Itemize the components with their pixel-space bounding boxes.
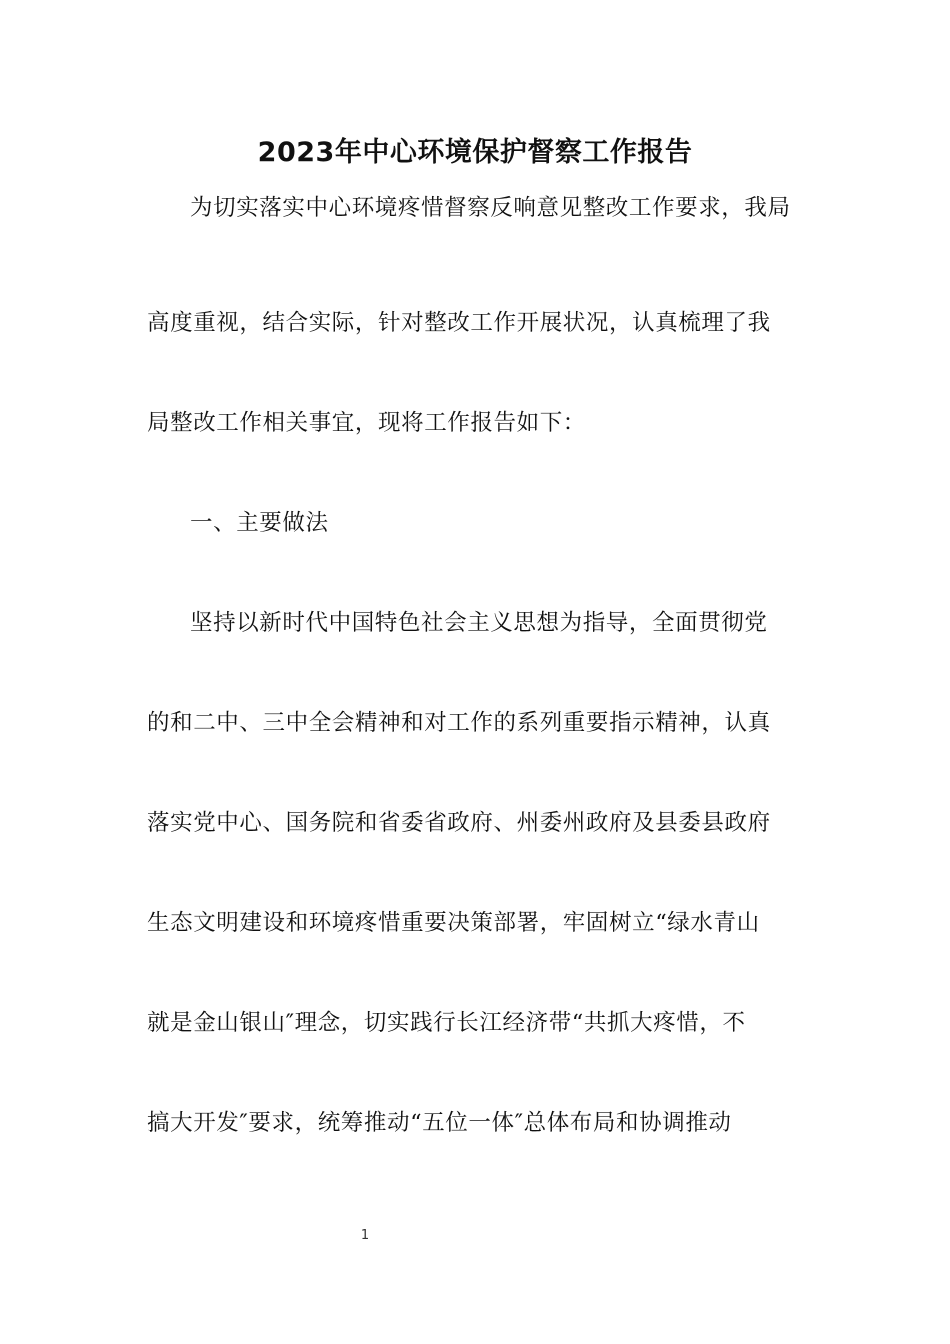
section-heading: 一、主要做法	[190, 510, 329, 536]
paragraph-line: 的和二中、三中全会精神和对工作的系列重要指示精神，认真	[147, 710, 771, 736]
paragraph-line: 生态文明建设和环境疼惜重要决策部署，牢固树立“绿水青山	[147, 910, 760, 936]
paragraph-line: 高度重视，结合实际，针对整改工作开展状况，认真梳理了我	[147, 310, 771, 336]
paragraph-line: 就是金山银山″理念，切实践行长江经济带“共抓大疼惜，不	[147, 1010, 746, 1036]
paragraph-line: 坚持以新时代中国特色社会主义思想为指导，全面贯彻党	[190, 610, 768, 636]
page-number: 1	[360, 1228, 370, 1243]
paragraph-line: 搞大开发″要求，统筹推动“五位一体″总体布局和协调推动	[147, 1110, 732, 1136]
paragraph-line: 局整改工作相关事宜，现将工作报告如下：	[147, 410, 586, 436]
document-title: 2023年中心环境保护督察工作报告	[257, 137, 693, 168]
paragraph-line: 落实党中心、国务院和省委省政府、州委州政府及县委县政府	[147, 810, 771, 836]
paragraph-line: 为切实落实中心环境疼惜督察反响意见整改工作要求，我局	[190, 195, 791, 221]
